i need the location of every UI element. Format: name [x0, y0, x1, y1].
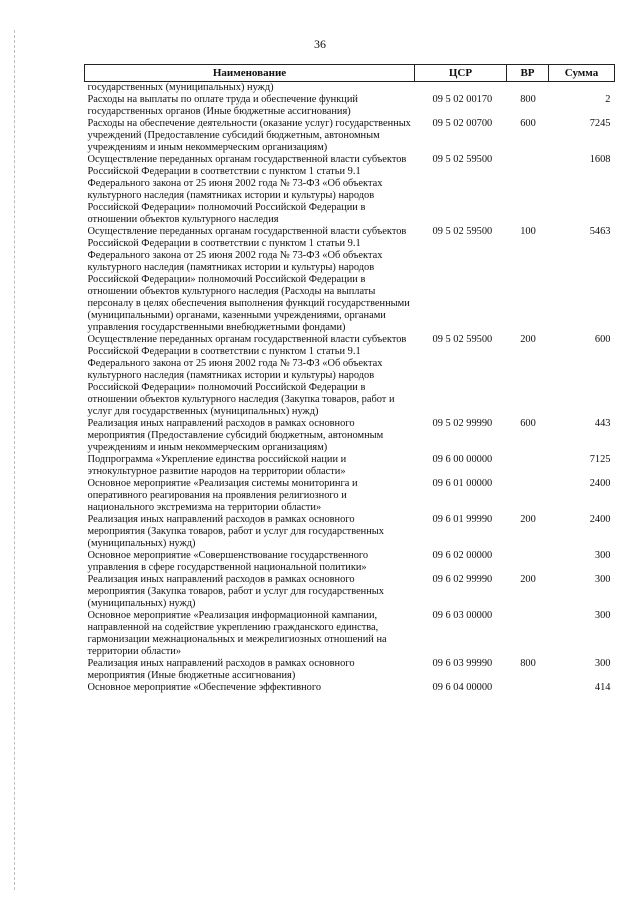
row-vr: 600	[520, 118, 536, 129]
row-vr	[507, 154, 549, 226]
row-sum: 7245	[589, 118, 611, 129]
row-vr: 200	[520, 514, 536, 525]
table-row	[85, 118, 615, 154]
header-row	[85, 65, 615, 82]
table-row	[85, 682, 615, 694]
row-csr: 09 5 02 00170	[432, 94, 493, 105]
row-vr	[507, 682, 549, 694]
row-sum: 600	[594, 334, 611, 345]
row-sum: 2400	[589, 478, 611, 489]
table-header	[85, 65, 615, 82]
table-row	[85, 82, 615, 95]
table-row	[85, 514, 615, 550]
row-csr: 09 6 03 99990	[432, 658, 493, 669]
header-sum: Сумма	[549, 65, 615, 82]
scan-edge-line	[14, 30, 15, 890]
row-name: Реализация иных направлений расходов в рамках основного мероприятия (Закупка товаров, работ и услуг для государственных (муниципальных) нужд)	[87, 574, 384, 609]
table-row	[85, 610, 615, 658]
row-sum: 1608	[589, 154, 611, 165]
row-vr: 200	[520, 334, 536, 345]
row-name: Расходы на выплаты по оплате труда и обеспечение функций государственных органов (Иные бюджетные ассигнования)	[87, 94, 358, 117]
table-row	[85, 658, 615, 682]
row-name: Подпрограмма «Укрепление единства российской нации и этнокультурное развитие народов на территории области»	[87, 454, 347, 477]
table-row	[85, 478, 615, 514]
row-csr: 09 6 02 99990	[432, 574, 493, 585]
row-csr: 09 6 01 99990	[432, 514, 493, 525]
row-name: Расходы на обеспечение деятельности (оказание услуг) государственных учреждений (Предоставление субсидий бюджетным, автономным учреждениям и иным некоммерческим организациям)	[87, 118, 411, 153]
row-vr: 800	[520, 658, 536, 669]
row-csr: 09 6 03 00000	[432, 610, 493, 621]
row-csr: 09 6 00 00000	[432, 454, 493, 465]
row-name: Основное мероприятие «Реализация информационной кампании, направленной на содействие укреплению гражданского единства, гармонизации межнациональных и межрелигиозных отношений на территории области»	[87, 610, 387, 657]
row-csr: 09 5 02 59500	[432, 334, 493, 345]
budget-table	[84, 64, 615, 694]
header-csr: ЦСР	[415, 65, 507, 82]
row-sum: 300	[594, 658, 611, 669]
table-row	[85, 94, 615, 118]
row-vr	[507, 550, 549, 574]
table-row	[85, 454, 615, 478]
row-name: государственных (муниципальных) нужд)	[87, 82, 274, 93]
row-vr	[507, 610, 549, 658]
row-sum: 7125	[589, 454, 611, 465]
row-sum: 2	[605, 94, 611, 105]
table-row	[85, 226, 615, 334]
row-name: Реализация иных направлений расходов в рамках основного мероприятия (Предоставление субсидий бюджетным, автономным учреждениям и иным некоммерческим организациям)	[87, 418, 384, 453]
row-vr	[507, 82, 549, 95]
row-name: Основное мероприятие «Обеспечение эффективного	[87, 682, 322, 693]
row-name: Осуществление переданных органам государственной власти субъектов Российской Федерации в соответствии с пунктом 1 статьи 9.1 Федерального закона от 25 июня 2002 года № 73-ФЗ «Об объектах культурного наследия (памятниках истории и культуры) народов Российской Федерации» полномочий Российской Федерации в отношении объектов культурного наследия (Закупка товаров, работ и услуг для государственных (муниципальных) нужд)	[87, 334, 407, 417]
row-sum: 300	[594, 550, 611, 561]
row-sum: 300	[594, 574, 611, 585]
row-csr: 09 5 02 59500	[432, 226, 493, 237]
row-csr: 09 6 01 00000	[432, 478, 493, 489]
row-name: Осуществление переданных органам государственной власти субъектов Российской Федерации в соответствии с пунктом 1 статьи 9.1 Федерального закона от 25 июня 2002 года № 73-ФЗ «Об объектах культурного наследия (памятниках истории и культуры) народов Российской Федерации» полномочий Российской Федерации в отношении объектов культурного наследия	[87, 154, 407, 225]
row-sum: 300	[594, 610, 611, 621]
row-csr: 09 5 02 59500	[432, 154, 493, 165]
row-name: Реализация иных направлений расходов в рамках основного мероприятия (Иные бюджетные ассигнования)	[87, 658, 355, 681]
row-name: Основное мероприятие «Реализация системы мониторинга и оперативного реагирования на проявления религиозного и национального экстремизма на территории области»	[87, 478, 358, 513]
table-body	[85, 82, 615, 695]
row-csr: 09 5 02 99990	[432, 418, 493, 429]
row-sum: 443	[594, 418, 611, 429]
table-row	[85, 154, 615, 226]
row-name: Реализация иных направлений расходов в рамках основного мероприятия (Закупка товаров, работ и услуг для государственных (муниципальных) нужд)	[87, 514, 384, 549]
row-csr: 09 5 02 00700	[432, 118, 493, 129]
row-sum	[549, 82, 615, 95]
row-sum: 5463	[589, 226, 611, 237]
header-vr: ВР	[507, 65, 549, 82]
row-csr: 09 6 04 00000	[432, 682, 493, 693]
row-vr: 200	[520, 574, 536, 585]
table-row	[85, 550, 615, 574]
row-csr: 09 6 02 00000	[432, 550, 493, 561]
row-sum: 2400	[589, 514, 611, 525]
header-name: Наименование	[85, 65, 415, 82]
row-vr: 800	[520, 94, 536, 105]
page-number: 36	[314, 37, 326, 51]
table-row	[85, 574, 615, 610]
row-csr	[415, 82, 507, 95]
row-sum: 414	[594, 682, 611, 693]
table-row	[85, 418, 615, 454]
row-vr: 100	[520, 226, 536, 237]
row-vr	[507, 454, 549, 478]
row-vr	[507, 478, 549, 514]
row-name: Осуществление переданных органам государственной власти субъектов Российской Федерации в соответствии с пунктом 1 статьи 9.1 Федерального закона от 25 июня 2002 года № 73-ФЗ «Об объектах культурного наследия (памятниках истории и культуры) народов Российской Федерации» полномочий Российской Федерации в отношении объектов культурного наследия (Расходы на выплаты персоналу в целях обеспечения выполнения функций государственными (муниципальными) органами, казенными учреждениями, органами управления государственными внебюджетными фондами)	[87, 226, 410, 333]
row-vr: 600	[520, 418, 536, 429]
table-row	[85, 334, 615, 418]
row-name: Основное мероприятие «Совершенствование государственного управления в сфере государственной национальной политики»	[87, 550, 369, 573]
